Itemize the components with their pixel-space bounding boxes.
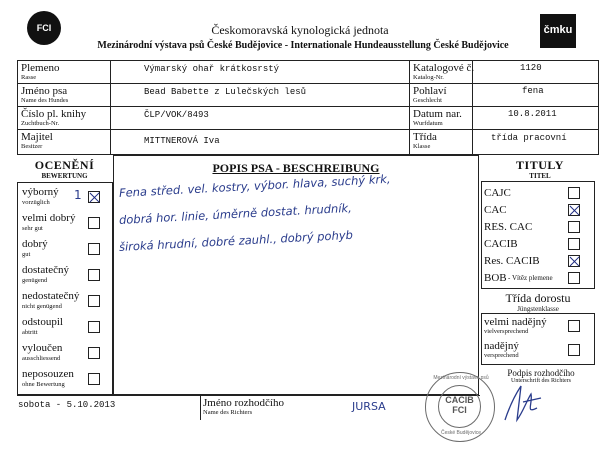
junior-label: nadějný: [484, 340, 519, 352]
dob-value: 10.8.2011: [508, 109, 557, 119]
grading-label-de: nicht genügend: [22, 303, 62, 310]
show-date: sobota - 5.10.2013: [18, 400, 116, 410]
grading-checkbox[interactable]: [88, 347, 100, 359]
grading-label: výborný: [22, 186, 59, 198]
grading-label-de: genügend: [22, 277, 48, 284]
grading-row: [20, 342, 112, 366]
sex-label-de: Geschlecht: [413, 97, 442, 104]
title-sublabel: - Vítěz plemene: [508, 274, 553, 282]
junior-label-de: versprechend: [484, 352, 519, 359]
title-row: [484, 185, 594, 201]
title-checkbox[interactable]: [568, 187, 580, 199]
grading-label-de: ohne Bewertung: [22, 381, 65, 388]
grading-label: neposouzen: [22, 368, 74, 380]
title-row: [484, 253, 594, 269]
grading-title: OCENĚNÍ: [34, 158, 95, 172]
title-checkbox[interactable]: [568, 204, 580, 216]
title-checkbox[interactable]: [568, 255, 580, 267]
breed-value: Výmarský ohař krátkosrstý: [144, 64, 280, 74]
class-label-de: Klasse: [413, 143, 431, 150]
grading-label: nedostatečný: [22, 290, 80, 302]
cmku-logo-text: čmku: [543, 24, 573, 36]
grading-row: [20, 212, 112, 236]
cacib-stamp: [425, 372, 495, 442]
grading-checkbox[interactable]: [88, 373, 100, 385]
dob-label-de: Wurfdatum: [413, 120, 443, 127]
title-label: CAJC: [484, 187, 511, 199]
grading-row: [20, 290, 112, 314]
grading-label-de: vorzüglich: [22, 199, 50, 206]
title-checkbox[interactable]: [568, 238, 580, 250]
sex-label: Pohlaví: [413, 85, 447, 97]
grading-row: [20, 316, 112, 340]
title-label: BOB: [484, 272, 507, 284]
sex-value: fena: [522, 86, 544, 96]
description-line-2: dobrá hor. linie, úměrně dostat. hrudník,: [118, 200, 353, 227]
grading-checkbox[interactable]: [88, 269, 100, 281]
junior-label-de: vielversprechend: [484, 328, 529, 335]
grading-row: [20, 368, 112, 392]
titles-title-de: TITEL: [529, 172, 551, 180]
junior-row: [484, 340, 594, 362]
grading-label: odstoupil: [22, 316, 63, 328]
grading-row: [20, 238, 112, 262]
grading-checkbox[interactable]: [88, 295, 100, 307]
org-title: Českomoravská kynologická jednota: [211, 23, 389, 37]
grading-label: dobrý: [22, 238, 48, 250]
titles-title: TITULY: [516, 158, 564, 172]
owner-label-de: Besitzer: [21, 143, 43, 150]
judge-name: JURSA: [352, 400, 386, 413]
grading-row: [20, 264, 112, 288]
junior-class-title: Třída dorostu: [505, 291, 571, 305]
studbook-value: ČLP/VOK/8493: [144, 110, 209, 120]
title-row: [484, 236, 594, 252]
studbook-label: Číslo pl. knihy: [21, 108, 87, 120]
description-line-1: Fena střed. vel. kostry, výbor. hlava, suchý krk,: [118, 171, 391, 200]
junior-class-title-de: Jüngstenklasse: [517, 305, 559, 313]
junior-label: velmi nadějný: [484, 316, 547, 328]
signature-label-de: Unterschrift des Richters: [511, 378, 571, 384]
title-label: CAC: [484, 204, 507, 216]
stamp-fci: FCI: [452, 405, 467, 415]
description-title: POPIS PSA - BESCHREIBUNG: [212, 161, 380, 175]
title-row: [484, 219, 594, 235]
junior-row: [484, 316, 594, 338]
title-label: Res. CACIB: [484, 255, 540, 267]
junior-checkbox[interactable]: [568, 344, 580, 356]
dogname-label: Jméno psa: [21, 85, 68, 97]
dogname-label-de: Name des Hundes: [21, 97, 69, 104]
breed-label: Plemeno: [21, 62, 60, 74]
grading-title-de: BEWERTUNG: [41, 172, 88, 180]
grading-label-de: ausschliessend: [22, 355, 61, 362]
dogname-value: Bead Babette z Lulečských lesů: [144, 87, 307, 97]
title-row: [484, 270, 594, 286]
grading-label: dostatečný: [22, 264, 70, 276]
catalog-label-de: Katalog-Nr.: [413, 74, 444, 81]
breed-label-de: Rasse: [21, 74, 37, 81]
class-label: Třída: [413, 131, 437, 143]
grading-row: [20, 186, 112, 210]
signature-label: Podpis rozhodčího: [507, 368, 575, 378]
grading-checkbox[interactable]: [88, 191, 100, 203]
class-value: třída pracovní: [491, 133, 567, 143]
stamp-city: České Budějovice: [440, 430, 482, 436]
studbook-label-de: Zuchtbuch-Nr.: [21, 120, 60, 127]
stamp-text: Mezinárodní výstava psů: [433, 375, 489, 381]
grading-label: vyloučen: [22, 342, 63, 354]
junior-checkbox[interactable]: [568, 320, 580, 332]
grading-label: velmi dobrý: [22, 212, 76, 224]
title-label: CACIB: [484, 238, 518, 250]
judge-label: Jméno rozhodčího: [203, 397, 284, 409]
judge-signature: [497, 380, 547, 425]
owner-value: MITTNEROVÁ Iva: [144, 136, 220, 146]
owner-label: Majitel: [21, 131, 53, 143]
grading-label-de: gut: [22, 251, 31, 258]
title-label: RES. CAC: [484, 221, 533, 233]
catalog-value: 1120: [520, 63, 542, 73]
grading-checkbox[interactable]: [88, 243, 100, 255]
grading-placing: 1: [74, 188, 82, 202]
dob-label: Datum nar.: [413, 108, 462, 120]
title-row: [484, 202, 594, 218]
show-title: Mezinárodní výstava psů České Budějovice - Internationale Hundeausstellung České Budějovice: [97, 40, 509, 51]
stamp-cacib: CACIB: [445, 395, 474, 405]
cmku-logo: [540, 14, 576, 48]
grading-label-de: sehr gut: [22, 225, 43, 232]
grading-checkbox[interactable]: [88, 217, 100, 229]
fci-logo-text: FCI: [36, 23, 52, 33]
judge-label-de: Name des Richters: [203, 409, 253, 416]
description-line-3: široká hrudní, dobré zauhl., dobrý pohyb: [118, 227, 354, 254]
title-checkbox[interactable]: [568, 272, 580, 284]
catalog-label: Katalogové č.: [413, 62, 475, 74]
title-checkbox[interactable]: [568, 221, 580, 233]
grading-checkbox[interactable]: [88, 321, 100, 333]
grading-label-de: abtritt: [22, 329, 38, 336]
